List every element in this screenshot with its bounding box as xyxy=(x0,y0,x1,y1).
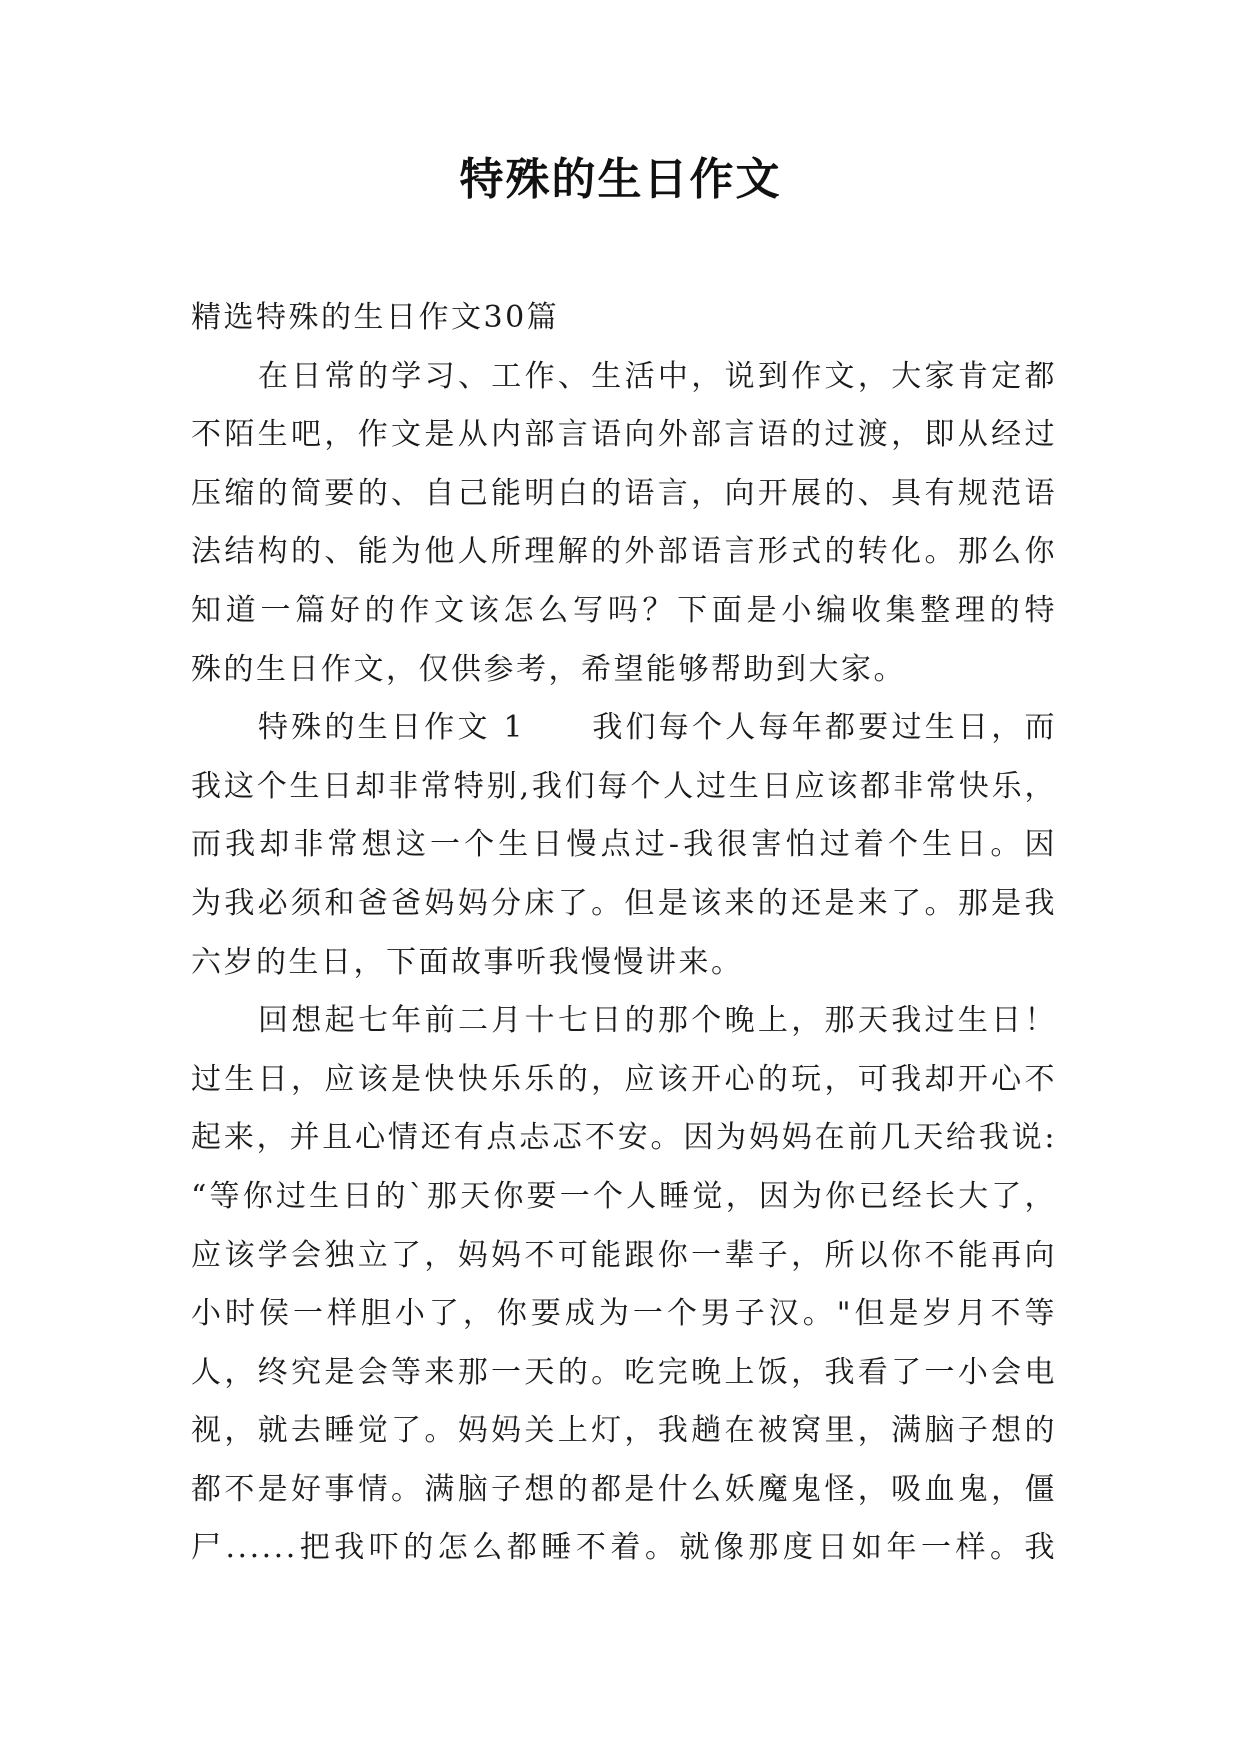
text-line: 视，就去睡觉了。妈妈关上灯，我趟在被窝里，满脑子想的 xyxy=(191,1413,1057,1449)
text-line: 尸......把我吓的怎么都睡不着。就像那度日如年一样。我 xyxy=(191,1530,1057,1566)
document-body xyxy=(191,289,1057,1578)
text-line: 为我必须和爸爸妈妈分床了。但是该来的还是来了。那是我 xyxy=(191,885,1057,921)
text-line: 都不是好事情。满脑子想的都是什么妖魔鬼怪，吸血鬼，僵 xyxy=(191,1471,1057,1507)
text-line: 不陌生吧，作文是从内部言语向外部言语的过渡，即从经过 xyxy=(191,417,1057,453)
text-line: 殊的生日作文，仅供参考，希望能够帮助到大家。 xyxy=(191,651,906,687)
paragraph-subtitle xyxy=(191,289,1057,348)
text-line: 压缩的简要的、自己能明白的语言，向开展的、具有规范语 xyxy=(191,475,1057,511)
text-line: 特殊的生日作文 1 我们每个人每年都要过生日，而 xyxy=(258,710,1057,746)
text-line: 小时侯一样胆小了，你要成为一个男子汉。"但是岁月不等 xyxy=(191,1296,1057,1332)
paragraph-essay-1-body xyxy=(191,992,1057,1578)
text-line: 回想起七年前二月十七日的那个晚上，那天我过生日！ xyxy=(258,1003,1057,1039)
paragraph-intro xyxy=(191,348,1057,700)
document-title: 特殊的生日作文 xyxy=(459,154,782,205)
text-line: 六岁的生日，下面故事听我慢慢讲来。 xyxy=(191,944,744,980)
text-line: “等你过生日的`那天你要一个人睡觉，因为你已经长大了， xyxy=(191,1178,1057,1214)
paragraph-essay-1-opening xyxy=(191,699,1057,992)
text-line: 我这个生日却非常特别,我们每个人过生日应该都非常快乐， xyxy=(191,768,1057,804)
text-line: 应该学会独立了，妈妈不可能跟你一辈子，所以你不能再向 xyxy=(191,1237,1057,1273)
text-line: 在日常的学习、工作、生活中，说到作文，大家肯定都 xyxy=(258,358,1057,394)
text-line: 人，终究是会等来那一天的。吃完晚上饭，我看了一小会电 xyxy=(191,1354,1057,1390)
text-line: 法结构的、能为他人所理解的外部语言形式的转化。那么你 xyxy=(191,534,1057,570)
text-line: 而我却非常想这一个生日慢点过-我很害怕过着个生日。因 xyxy=(191,827,1057,863)
text-line: 知道一篇好的作文该怎么写吗？下面是小编收集整理的特 xyxy=(191,592,1057,628)
text-line: 精选特殊的生日作文30篇 xyxy=(191,300,560,335)
text-line: 过生日，应该是快快乐乐的，应该开心的玩，可我却开心不 xyxy=(191,1061,1057,1097)
text-line: 起来，并且心情还有点忐忑不安。因为妈妈在前几天给我说: xyxy=(191,1120,1057,1156)
